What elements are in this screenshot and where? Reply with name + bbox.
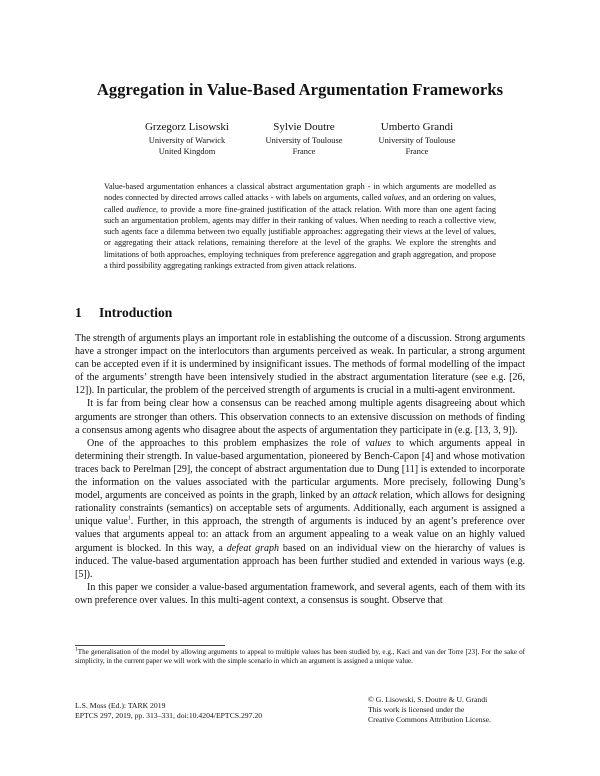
author-name: Grzegorz Lisowski [144,121,229,133]
license-link[interactable]: Creative Commons Attribution License. [368,715,491,725]
paragraph-text: based on an individual view on the hierarchy of values is induced. The value-based argumentation approach has been further studied and extended in various ways (e.g. [5]). [75,542,525,580]
abstract-text: , and an ordering on values, called [104,193,497,214]
license-line: This work is licensed under the [368,705,465,715]
abstract [104,181,496,271]
footnote-mark: 1 [75,646,78,653]
editor-line: L.S. Moss (Ed.): TARK 2019 [75,701,166,710]
footnote-marker[interactable]: 1 [127,515,131,522]
paragraph: It is far from being clear how a consensus can be reached among multiple agents disagreeing about which arguments are stronger than others. This observation connects to an extensive discussion on methods of finding a consensus among agents who disagree about the aspects of argumentation they participate in (e.g. [13, 3, 9]). [75,398,525,436]
author-affiliation-line: France [405,146,429,156]
abstract-term-audience: audience [126,204,157,214]
abstract-text: , to provide a more fine-grained justification of the attack relation. With more than one agent facing such an argumentation problem, agents may differ in their ranking of values. When needing to reach a collective view, such agents face a dilemma between two equally justifiable approaches: aggregating their views at the level of values, or aggregating their attack relations, remaining therefore at the level of the graphs. We explore the strenghts and limitations of both approaches, employing techniques from preference aggregation and graph aggregation, and propose a third possibility aggregating rankings extracted from given attack relations. [104,204,496,271]
paragraph: In this paper we consider a value-based argumentation framework, and several agents, each of them with its own preference over values. In this multi-agent context, a consensus is sought. Observe that [75,581,525,606]
author-affiliation-line: United Kingdom [158,146,216,156]
eptcs-line: EPTCS 297, 2019, pp. 313–331, doi:10.4204/EPTCS.297.20 [75,711,263,721]
footnote [75,648,525,667]
section-heading [75,305,172,321]
author-affiliation-line: University of Toulouse [265,136,343,145]
author-affiliation [332,136,502,157]
copyright-line: © G. Lisowski, S. Doutre & U. Grandi [368,695,488,704]
body-text [75,332,525,607]
author-affiliation-line: France [292,146,316,156]
footnote-text: The generalisation of the model by allowing arguments to appeal to multiple values has been studied by, e.g., Kaci and van der Torre [23]. For the sake of simplicity, in the current paper we will work with the simple scenario in which an argument is assigned a unique value. [75,648,525,666]
author-affiliation-line: University of Warwick [148,136,226,145]
paper-title: Aggregation in Value-Based Argumentation Frameworks [96,80,504,99]
paragraph: The strength of arguments plays an important role in establishing the outcome of a discussion. Strong arguments have a stronger impact on the interlocutors than arguments perceived as weak. In particular, a strong argument can be accepted even if it is undermined by insignificant issues. The methods of formal modelling of the impact of the arguments’ strength have been intensively studied in the abstract argumentation literature (see e.g. [26, 12]). In particular, the problem of the perceived strength of arguments is crucial in a multi-agent environment. [75,333,525,397]
section-number: 1 [75,305,82,320]
abstract-term-values: values [383,193,405,203]
license-info [368,695,491,726]
author-name: Umberto Grandi [380,121,454,133]
term-values: values [365,437,391,449]
paragraph-text: . Further, in this approach, the strength of arguments is induced by an agent’s preference over values that arguments appeal to: an attack from an argument appealing to a weak value on an highly valued argument is blocked. In this way, a [75,516,525,554]
publication-info [75,701,262,721]
section-title: Introduction [99,305,173,320]
author-name: Sylvie Doutre [273,121,335,133]
author-3 [332,121,502,157]
footnote-rule [75,645,225,646]
term-attack: attack [352,490,377,502]
paragraph-text: to which arguments appeal in determining their strength. In value-based argumentation, pioneered by Bench-Capon [4] and whose motivation traces back to Perelman [29], the concept of abstract argumentation due to Dung [11] is extended to incorporate the information on the values associated with the particular arguments. More precisely, following Dung’s model, arguments are conceived as points in the graph, linked by an [75,437,525,502]
author-affiliation-line: University of Toulouse [378,136,456,145]
abstract-text: Value-based argumentation enhances a classical abstract argumentation graph - in which arguments are modelled as nodes connected by directed arrows called attacks - with labels on arguments, called [104,182,496,203]
paragraph [75,437,525,581]
paragraph-text: relation, which allows for designing rationality constraints (semantics) on acceptable sets of arguments. Additionally, each argument is assigned a unique value [75,490,525,528]
term-defeat-graph: defeat graph [226,542,279,554]
paragraph-text: One of the approaches to this problem emphasizes the role of [87,437,366,449]
